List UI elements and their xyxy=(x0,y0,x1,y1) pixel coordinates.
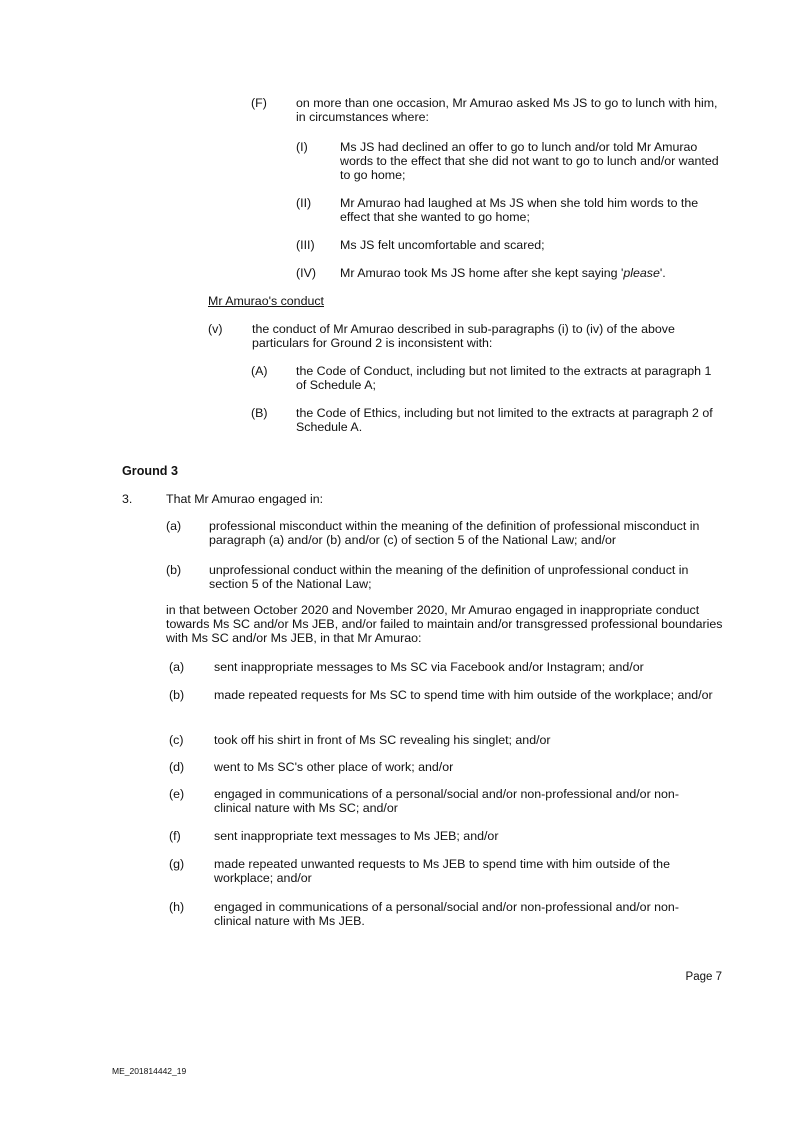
item-F-IV-label: (IV) xyxy=(296,266,316,280)
particular-f-text: sent inappropriate text messages to Ms JEB; and/or xyxy=(214,829,499,843)
particular-e-label: (e) xyxy=(169,787,185,801)
page-number: Page 7 xyxy=(685,971,722,983)
ground3-item-b-label: (b) xyxy=(166,563,182,577)
item-v-label: (v) xyxy=(208,322,223,336)
ground3-number: 3. xyxy=(122,492,133,506)
item-F-IV-text xyxy=(340,266,725,280)
item-F-II-label: (II) xyxy=(296,196,312,210)
particular-d-label: (d) xyxy=(169,760,185,774)
particular-d-text: went to Ms SC's other place of work; and/or xyxy=(214,760,454,774)
item-F-IV-text-before: Mr Amurao took Ms JS home after she kept saying ' xyxy=(340,266,624,280)
item-F-III-label: (III) xyxy=(296,238,315,252)
ground3-intro: That Mr Amurao engaged in: xyxy=(166,492,324,506)
particular-a-label: (a) xyxy=(169,660,185,674)
item-v-B-text: the Code of Ethics, including but not limited to the extracts at paragraph 2 of Schedule A. xyxy=(296,406,713,435)
item-F-IV-text-italic: please xyxy=(623,266,660,280)
particular-c-text: took off his shirt in front of Ms SC revealing his singlet; and/or xyxy=(214,733,551,747)
item-F-II-text: Mr Amurao had laughed at Ms JS when she told him words to the effect that she wanted to go home; xyxy=(340,196,699,225)
item-F-I-text: Ms JS had declined an offer to go to lunch and/or told Mr Amurao words to the effect that she did not want to go to lunch and/or wanted to go home; xyxy=(340,140,719,183)
item-F-IV-text-after: '. xyxy=(659,266,666,280)
ground3-item-b-text: unprofessional conduct within the meaning of the definition of unprofessional conduct in section 5 of the National Law; xyxy=(209,563,689,592)
particular-a-text: sent inappropriate messages to Ms SC via Facebook and/or Instagram; and/or xyxy=(214,660,644,674)
item-F-label: (F) xyxy=(251,96,267,110)
ground3-body: in that between October 2020 and November 2020, Mr Amurao engaged in inappropriate conduct towards Ms SC and/or Ms JEB, and/or failed to maintain and/or transgressed professional boundaries with Ms SC and/or Ms JEB, in that Mr Amurao: xyxy=(166,603,723,646)
item-v-A-text: the Code of Conduct, including but not limited to the extracts at paragraph 1 of Schedule A; xyxy=(296,364,712,393)
item-F-III-text: Ms JS felt uncomfortable and scared; xyxy=(340,238,545,252)
ground3-item-a-text: professional misconduct within the meaning of the definition of professional misconduct in paragraph (a) and/or (b) and/or (c) of section 5 of the National Law; and/or xyxy=(209,519,700,548)
particular-b-label: (b) xyxy=(169,688,185,702)
particular-b-text: made repeated requests for Ms SC to spend time with him outside of the workplace; and/or xyxy=(214,688,713,702)
particular-h-label: (h) xyxy=(169,900,185,914)
conduct-heading: Mr Amurao's conduct xyxy=(208,294,324,308)
item-F-text: on more than one occasion, Mr Amurao asked Ms JS to go to lunch with him, in circumstances where: xyxy=(296,96,718,125)
particular-c-label: (c) xyxy=(169,733,184,747)
ground3-item-a-label: (a) xyxy=(166,519,182,533)
particular-e-text: engaged in communications of a personal/social and/or non-professional and/or non-clinical nature with Ms SC; and/or xyxy=(214,787,679,816)
ground3-heading: Ground 3 xyxy=(122,464,178,478)
item-v-text: the conduct of Mr Amurao described in sub-paragraphs (i) to (iv) of the above particulars for Ground 2 is inconsistent with: xyxy=(252,322,675,351)
item-v-B-label: (B) xyxy=(251,406,268,420)
item-v-A-label: (A) xyxy=(251,364,268,378)
particular-g-label: (g) xyxy=(169,857,185,871)
document-id: ME_201814442_19 xyxy=(112,1066,187,1076)
particular-f-label: (f) xyxy=(169,829,181,843)
particular-h-text: engaged in communications of a personal/social and/or non-professional and/or non-clinical nature with Ms JEB. xyxy=(214,900,679,929)
item-F-I-label: (I) xyxy=(296,140,308,154)
particular-g-text: made repeated unwanted requests to Ms JEB to spend time with him outside of the workplace; and/or xyxy=(214,857,670,886)
